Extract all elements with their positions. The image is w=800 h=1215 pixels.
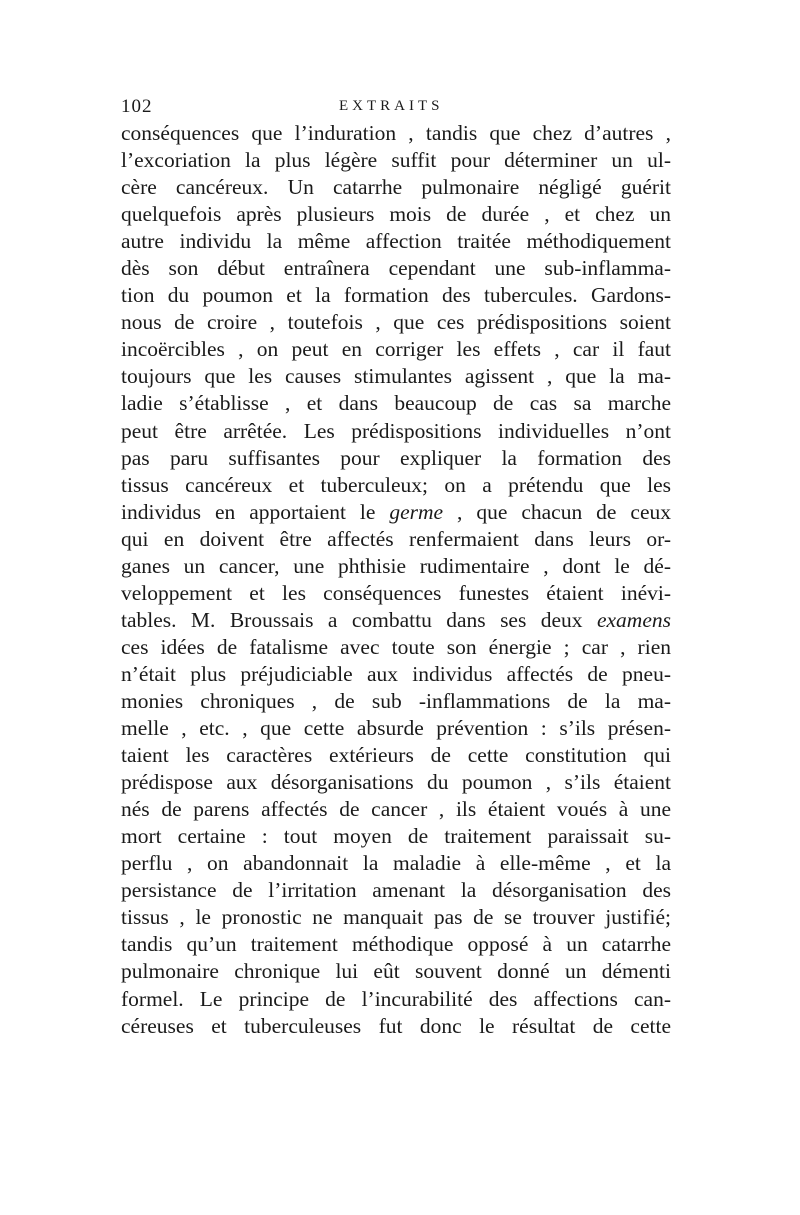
text-line	[121, 742, 671, 769]
line-text: mort certaine : tout moyen de traitement paraissait su-	[121, 824, 671, 849]
line-text: ces idées de fatalisme avec toute son énergie ; car , rien	[121, 634, 671, 659]
line-text: taient les caractères extérieurs de cette constitution qui	[121, 743, 671, 768]
line-text: nous de croire , toutefois , que ces prédispositions soient	[121, 310, 671, 335]
line-text: perflu , on abandonnait la maladie à elle-même , et la	[121, 851, 671, 876]
text-line	[121, 958, 671, 985]
text-line	[121, 850, 671, 877]
text-line	[121, 526, 671, 553]
line-text: nés de parens affectés de cancer , ils étaient voués à une	[121, 797, 671, 822]
line-text: conséquences que l’induration , tandis que chez d’autres ,	[121, 121, 671, 145]
line-text: dès son début entraînera cependant une sub-inflamma-	[121, 256, 671, 281]
line-text: veloppement et les conséquences funestes étaient inévi-	[121, 580, 671, 605]
page-header	[121, 96, 681, 120]
page-number: 102	[121, 96, 153, 117]
line-text: tandis qu’un traitement méthodique opposé à un catarrhe	[121, 932, 671, 957]
text-line	[121, 255, 671, 282]
text-line	[121, 769, 671, 796]
text-line	[121, 688, 671, 715]
text-line	[121, 607, 671, 634]
text-line	[121, 877, 671, 904]
text-line	[121, 336, 671, 363]
line-text: individus en apportaient le	[121, 499, 390, 524]
line-text: incoërcibles , on peut en corriger les effets , car il faut	[121, 337, 671, 362]
text-line	[121, 796, 671, 823]
text-line	[121, 986, 671, 1013]
line-text-continued: , que chacun de ceux	[443, 499, 671, 524]
text-line	[121, 120, 671, 147]
text-line	[121, 553, 671, 580]
text-line	[121, 499, 671, 526]
text-line	[121, 363, 671, 390]
line-text: cère cancéreux. Un catarrhe pulmonaire négligé guérit	[121, 175, 671, 200]
text-line	[121, 445, 671, 472]
line-text: ganes un cancer, une phthisie rudimentaire , dont le dé-	[121, 553, 671, 578]
text-line	[121, 174, 671, 201]
text-line	[121, 1013, 671, 1040]
line-text: formel. Le principe de l’incurabilité des affections can-	[121, 986, 671, 1011]
italic-word: examens	[596, 607, 671, 632]
line-text: quelquefois après plusieurs mois de durée , et chez un	[121, 202, 671, 227]
line-text: toujours que les causes stimulantes agissent , que la ma-	[121, 364, 671, 389]
line-text: autre individu la même affection traitée méthodiquement	[121, 229, 671, 254]
line-text: qui en doivent être affectés renfermaient dans leurs or-	[121, 526, 671, 551]
line-text: monies chroniques , de sub -inflammations de la ma-	[121, 688, 671, 713]
line-text: l’excoriation la plus légère suffit pour déterminer un ul-	[121, 148, 671, 173]
text-line	[121, 201, 671, 228]
line-text: céreuses et tuberculeuses fut donc le résultat de cette	[121, 1013, 671, 1038]
text-line	[121, 931, 671, 958]
line-text: pas paru suffisantes pour expliquer la formation des	[121, 445, 671, 470]
line-text: n’était plus préjudiciable aux individus affectés de pneu-	[121, 661, 671, 686]
text-line	[121, 904, 671, 931]
line-text: pulmonaire chronique lui eût souvent donné un démenti	[121, 959, 671, 984]
text-line	[121, 634, 671, 661]
text-line	[121, 147, 671, 174]
line-text: ladie s’établisse , et dans beaucoup de cas sa marche	[121, 391, 671, 416]
line-text: peut être arrêtée. Les prédispositions individuelles n’ont	[121, 418, 671, 443]
text-line	[121, 228, 671, 255]
text-line	[121, 472, 671, 499]
line-text: tables. M. Broussais a combattu dans ses deux	[121, 607, 597, 632]
text-line	[121, 661, 671, 688]
running-head: EXTRAITS	[339, 98, 444, 114]
text-line	[121, 823, 671, 850]
text-line	[121, 390, 671, 417]
line-text: tissus cancéreux et tuberculeux; on a prétendu que les	[121, 472, 671, 497]
body-text	[121, 120, 671, 1040]
line-text: prédispose aux désorganisations du poumon , s’ils étaient	[121, 770, 671, 795]
text-line	[121, 418, 671, 445]
text-line	[121, 580, 671, 607]
line-text: melle , etc. , que cette absurde prévention : s’ils présen-	[121, 716, 671, 741]
line-text: tion du poumon et la formation des tubercules. Gardons-	[121, 283, 671, 308]
text-line	[121, 715, 671, 742]
text-line	[121, 309, 671, 336]
line-text: persistance de l’irritation amenant la désorganisation des	[121, 878, 671, 903]
italic-word: germe	[389, 499, 444, 524]
line-text: tissus , le pronostic ne manquait pas de se trouver justifié;	[121, 905, 671, 930]
text-line	[121, 282, 671, 309]
